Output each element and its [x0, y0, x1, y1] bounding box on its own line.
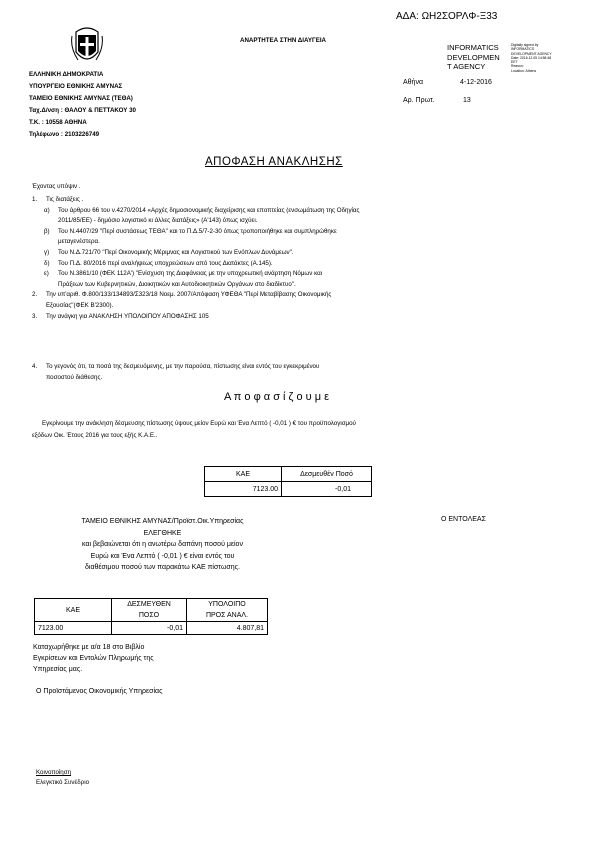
ordering-officer-label: Ο ΕΝΤΟΛΕΑΣ	[441, 516, 486, 523]
provision-item: 1. Τις διατάξεις .	[32, 196, 84, 203]
provision-item: Πράξεων των Κυβερνητικών, Διοικητικών και Αυτοδιοικητικών Οργάνων στο διαδίκτυο".	[58, 280, 296, 288]
digital-signature-details: Digitally signed by INFORMATICS DEVELOPMENT AGENCY Date: 2016.12.05 14:58:48 EET Reason: Location: Athens	[511, 43, 552, 73]
provisions-list	[32, 195, 359, 322]
distribution-block: Κοινοποίηση Ελεγκτικό Συνέδριο	[36, 769, 90, 786]
balance-table	[34, 598, 268, 635]
protocol-number: 13	[463, 97, 471, 104]
provision-item: μεταγενέστερα.	[58, 238, 100, 246]
ada-code: ΑΔΑ: ΩΗ2ΣΟΡΛΦ-Ξ33	[396, 11, 498, 22]
head-of-service: Ο Προϊστάμενος Οικονομικής Υπηρεσίας	[36, 688, 163, 695]
organization-block: ΕΛΛΗΝΙΚΗ ΔΗΜΟΚΡΑΤΙΑ ΥΠΟΥΡΓΕΙΟ ΕΘΝΙΚΗΣ ΑΜΥΝΑΣ ΤΑΜΕΙΟ ΕΘΝΙΚΗΣ ΑΜΥΝΑΣ (ΤΕΘΑ) Ταχ.Δ/νση : ΘΑΛΟΥ & ΠΕΤΤΑΚΟΥ 30 Τ.Κ. : 10558 ΑΘΗΝΑ Τηλέφωνο : 2103226749	[29, 71, 136, 138]
table-row: 7123.00 -0,01	[205, 482, 372, 497]
finance-service-block: ΤΑΜΕΙΟ ΕΘΝΙΚΗΣ ΑΜΥΝΑΣ/Προϊστ.Οικ.Υπηρεσίας ΕΛΕΓΘΗΚΕ και βεβαιώνεται ότι η ανωτέρω δαπάνη ποσού μείον Ευρώ και Ένα Λεπτό ( -0,01 ) € είναι εντός του διαθέσιμου ποσού των παρακάτω ΚΑΕ πίστωσης.	[81, 518, 244, 571]
decision-heading: Α π ο φ α σ ί ζ ο υ μ ε	[224, 391, 330, 403]
greek-coat-of-arms-icon	[70, 26, 104, 66]
protocol-label: Αρ. Πρωτ.	[403, 97, 435, 104]
table-header-row: ΚΑΕ Δεσμευθέν Ποσό	[205, 467, 372, 482]
item-four: 4. Το γεγονός ότι, τα ποσά της δεσμευόμενης, με την παρούσα, πίστωσης είναι εντός του εγκεκριμένου ποσοστού διάθεσης.	[32, 363, 320, 381]
table-header-row: ΚΑΕ ΔΕΣΜΕΥΘΕΝ ΠΟΣΟ ΥΠΟΛΟΙΠΟ ΠΡΟΣ ΑΝΑΛ.	[35, 599, 268, 622]
provision-item: β) Του Ν.4407/29 "Περί συστάσεως ΤΕΘΑ" και το Π.Δ.5/7-2-30 όπως τροποποιήθηκε και συμπληρώθηκε	[44, 227, 337, 235]
provision-item: ε) Του Ν.3861/10 (ΦΕΚ 112Α') "Ενίσχυση της Διαφάνειας με την υποχρεωτική ανάρτηση Νόμων και	[44, 270, 323, 278]
registration-note: Καταχωρήθηκε με α/α 18 στο Βιβλίο Εγκρίσεων και Εντολών Πληρωμής της Υπηρεσίας μας.	[33, 644, 154, 673]
posting-note: ΑΝΑΡΤΗΤΕΑ ΣΤΗΝ ΔΙΑΥΓΕΙΑ	[240, 37, 327, 44]
provision-item: 2011/85/ΕΕ) - δημόσιο λογιστικό κι άλλες διατάξεις» (Α'143) όπως ισχύει.	[58, 217, 258, 225]
provision-item: 3. Την ανάγκη για ΑΝΑΚΛΗΣΗ ΥΠΟΛΟΙΠΟΥ ΑΠΟΦΑΣΗΣ 105	[32, 312, 209, 320]
provision-item: α) Του άρθρου 66 του ν.4270/2014 «Αρχές δημοσιονομικής διαχείρισης και εποπτείας (ενσωμάτωση της Οδηγίας	[44, 206, 360, 214]
provision-item: δ) Του Π.Δ. 80/2016 περί αναλήψεως υποχρεώσεων από τους Διατάκτες (Α.145).	[44, 259, 273, 267]
provision-item: 2. Την υπ'αριθ. Φ.800/133/134893/Σ323/18 Νοεμ. 2007/Απόφαση ΥΦΕΘΑ "Περί Μεταβίβασης Οικονομικής	[32, 291, 332, 299]
digital-signature-agency: INFORMATICS DEVELOPMEN T AGENCY	[447, 43, 500, 71]
table-row: 7123.00 -0,01 4.807,81	[35, 622, 268, 635]
document-date: 4-12-2016	[460, 79, 492, 86]
place-label: Αθήνα	[403, 79, 424, 86]
provision-item: γ) Του Ν.Δ.721/70 "Περί Οικονομικής Μέριμνας και Λογιστικού των Ενόπλων Δυνάμεων".	[44, 248, 294, 256]
commitment-table	[204, 466, 372, 497]
approval-text: Εγκρίνουμε την ανάκληση δέσμευσης πίστωσης ύψους μείον Ευρώ και Ένα Λεπτό ( -0,01 ) € του προϋπολογισμού εξόδων Οικ. Έτους 2016 για τους εξής Κ.Α.Ε..	[32, 420, 356, 439]
provision-item: Εξουσίας"(ΦΕΚ Β'2300).	[46, 301, 114, 309]
intro-text: Έχοντας υπόψιν .	[32, 183, 81, 190]
document-title: ΑΠΟΦΑΣΗ ΑΝΑΚΛΗΣΗΣ	[205, 156, 343, 168]
